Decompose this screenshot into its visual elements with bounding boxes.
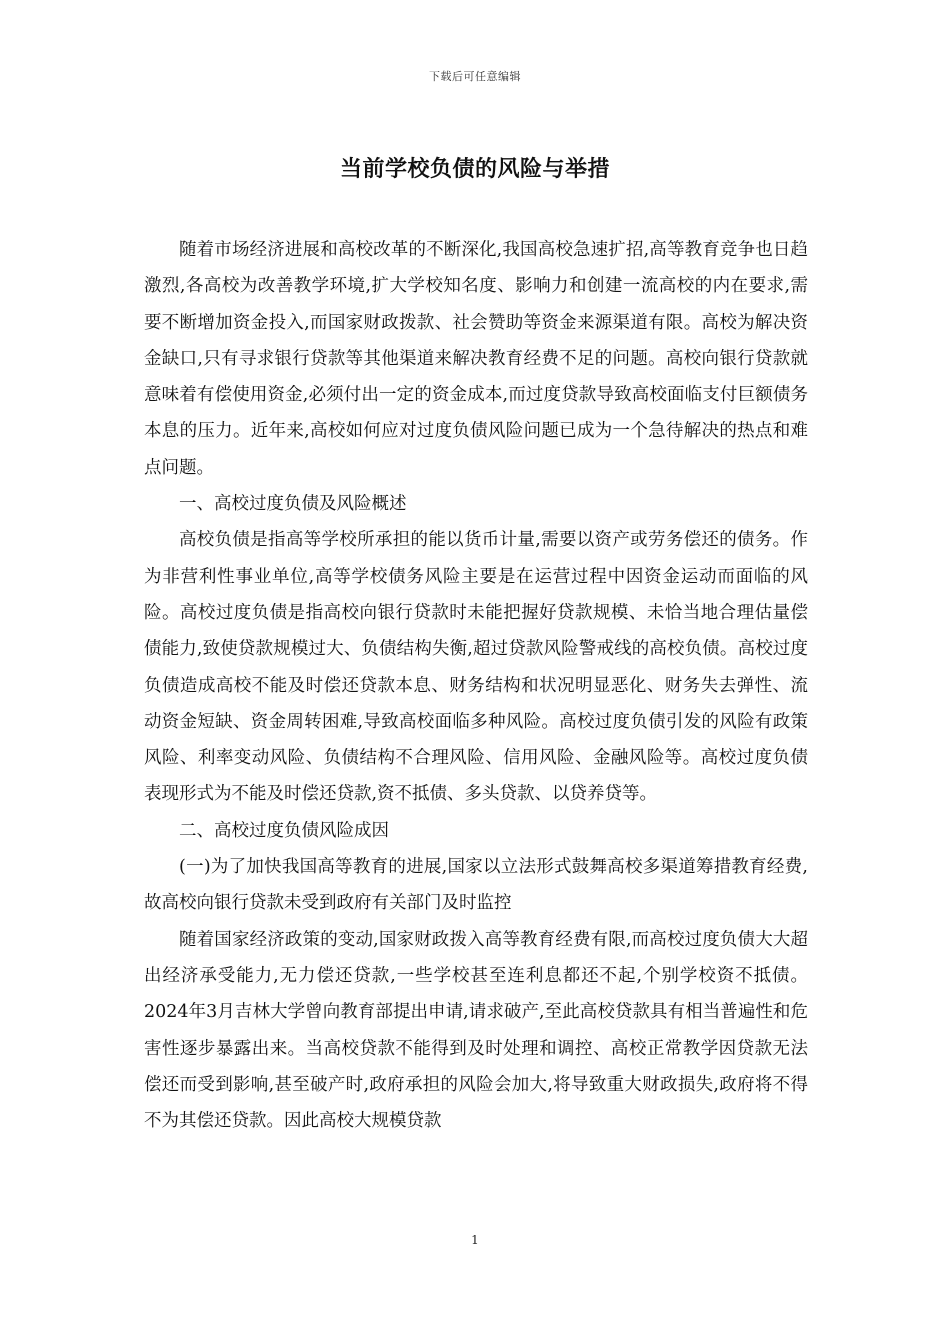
section-heading-2: 二、高校过度负债风险成因 bbox=[179, 820, 389, 841]
page-number: 1 bbox=[471, 1233, 479, 1247]
body-paragraph: 高校负债是指高等学校所承担的能以货币计量,需要以资产或劳务偿还的债务。作为非营利性事业单位,高等学校债务风险主要是在运营过程中因资金运动而面临的风险。高校过度负债是指高校向银行贷款时未能把握好贷款规模、未恰当地合理估量偿债能力,致使贷款规模过大、负债结构失衡,超过贷款风险警戒线的高校负债。高校过度负债造成高校不能及时偿还贷款本息、财务结构和状况明显恶化、财务失去弹性、流动资金短缺、资金周转困难,导致高校面临多种风险。高校过度负债引发的风险有政策风险、利率变动风险、负债结构不合理风险、信用风险、金融风险等。高校过度负债表现形式为不能及时偿还贷款,资不抵债、多头贷款、以贷养贷等。 bbox=[144, 530, 808, 805]
subsection-heading: (一)为了加快我国高等教育的进展,国家以立法形式鼓舞高校多渠道筹措教育经费,故高校向银行贷款未受到政府有关部门及时监控 bbox=[144, 857, 808, 914]
document-body bbox=[144, 232, 808, 1139]
intro-paragraph: 随着市场经济进展和高校改革的不断深化,我国高校急速扩招,高等教育竞争也日趋激烈,各高校为改善教学环境,扩大学校知名度、影响力和创建一流高校的内在要求,需要不断增加资金投入,而国家财政拨款、社会赞助等资金来源渠道有限。高校为解决资金缺口,只有寻求银行贷款等其他渠道来解决教育经费不足的问题。高校向银行贷款就意味着有偿使用资金,必须付出一定的资金成本,而过度贷款导致高校面临支付巨额债务本息的压力。近年来,高校如何应对过度负债风险问题已成为一个急待解决的热点和难点问题。 bbox=[144, 240, 808, 478]
section-heading-1: 一、高校过度负债及风险概述 bbox=[179, 494, 407, 515]
body-paragraph: 随着国家经济政策的变动,国家财政拨入高等教育经费有限,而高校过度负债大大超出经济承受能力,无力偿还贷款,一些学校甚至连利息都还不起,个别学校资不抵债。2024年3月吉林大学曾向教育部提出申请,请求破产,至此高校贷款具有相当普遍性和危害性逐步暴露出来。当高校贷款不能得到及时处理和调控、高校正常教学因贷款无法偿还而受到影响,甚至破产时,政府承担的风险会加大,将导致重大财政损失,政府将不得不为其偿还贷款。因此高校大规模贷款 bbox=[144, 929, 808, 1132]
document-title: 当前学校负债的风险与举措 bbox=[339, 156, 610, 182]
header-note: 下载后可任意编辑 bbox=[429, 70, 521, 83]
